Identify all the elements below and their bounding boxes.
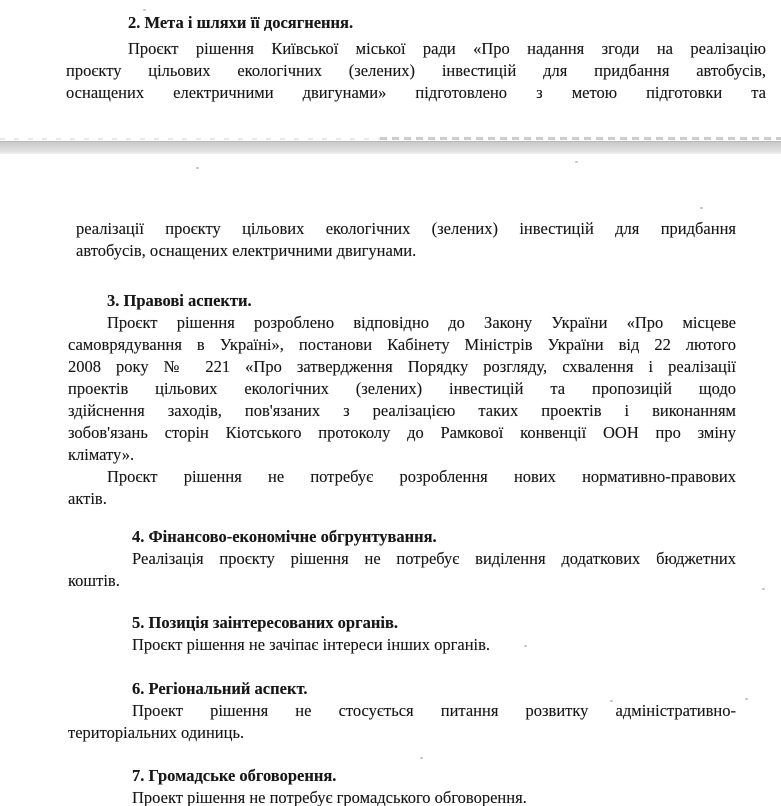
paragraph-line: коштів. <box>68 571 120 590</box>
paragraph-line: територіальних одиниць. <box>68 723 245 742</box>
section-7-heading: 7. Громадське обговорення. <box>132 766 337 785</box>
section-3 <box>68 290 736 510</box>
scan-speck <box>196 167 199 169</box>
paragraph-line: 2008 року № 221 «Про затвердження Порядку розгляду, схвалення і реалізації <box>68 357 736 376</box>
paragraph-line: самоврядування в Україні», постанови Кабінету Міністрів України від 22 лютого <box>68 335 736 354</box>
scan-speck <box>575 161 578 163</box>
paragraph-line: Проєкт рішення розроблено відповідно до Закону України «Про місцеве <box>107 313 736 332</box>
section-4-heading: 4. Фінансово-економічне обгрунтування. <box>132 527 437 546</box>
section-5-heading: 5. Позиція заінтересованих органів. <box>132 613 398 632</box>
section-6-heading: 6. Регіональний аспект. <box>132 679 308 698</box>
paragraph-line: Проект рішення не потребує громадського обговорення. <box>132 788 527 806</box>
paragraph-line: Проєкт рішення не зачіпає інтереси інших органів. <box>132 635 491 654</box>
scan-speck <box>272 257 275 259</box>
section-6-paragraph <box>68 700 736 744</box>
scan-speck <box>524 645 527 647</box>
paragraph-line: зобов'язань сторін Кіотського протоколу до Рамкової конвенції ООН про зміну <box>68 423 736 442</box>
section-2-heading: 2. Мета і шляхи її досягнення. <box>128 13 354 32</box>
paragraph-line: проектів цільових екологічних (зелених) інвестицій та пропозицій щодо <box>68 379 736 398</box>
section-3-paragraph-1 <box>68 312 736 466</box>
paragraph-line: автобусів, оснащених електричними двигунами. <box>76 241 417 260</box>
scan-speck <box>700 207 703 209</box>
scan-speck <box>610 700 613 702</box>
section-4 <box>68 526 736 592</box>
section-7-paragraph <box>68 787 736 806</box>
paragraph-line: Проєкт рішення Київської міської ради «Про надання згоди на реалізацію <box>128 39 766 58</box>
section-2-paragraph-continuation <box>68 218 736 262</box>
section-7 <box>68 765 736 806</box>
scan-speck <box>420 757 423 759</box>
section-6 <box>68 678 736 744</box>
section-3-paragraph-2 <box>68 466 736 510</box>
paragraph-line: оснащених електричними двигунами» підготовлено з метою підготовки та <box>66 83 766 102</box>
scan-edge-noise <box>380 137 781 140</box>
scan-speck <box>762 588 765 590</box>
page-1-content <box>0 0 766 104</box>
paragraph-line: проєкту цільових екологічних (зелених) інвестицій для придбання автобусів, <box>66 61 766 80</box>
paragraph-line: клімату». <box>68 445 135 464</box>
section-2-paragraph <box>66 38 766 104</box>
page-2-content <box>0 154 736 806</box>
paragraph-line: Реалізація проєкту рішення не потребує виділення додаткових бюджетних <box>132 549 736 568</box>
paragraph-line: Проєкт рішення не потребує розроблення нових нормативно-правових <box>107 467 736 486</box>
page-separator <box>0 141 781 154</box>
scan-edge-noise <box>0 138 380 140</box>
paragraph-line: здійснення заходів, пов'язаних з реалізацією таких проектів і виконанням <box>68 401 736 420</box>
scan-speck <box>745 698 748 700</box>
section-5-paragraph <box>68 634 736 656</box>
paragraph-line: актів. <box>68 489 107 508</box>
paragraph-line: Проект рішення не стосується питання розвитку адміністративно- <box>132 701 736 720</box>
document-page-1 <box>0 0 781 141</box>
section-5 <box>68 612 736 656</box>
section-4-paragraph <box>68 548 736 592</box>
paragraph-line: реалізації проєкту цільових екологічних (зелених) інвестицій для придбання <box>76 219 736 238</box>
document-page-2 <box>0 154 781 806</box>
section-3-heading: 3. Правові аспекти. <box>107 291 252 310</box>
scan-speck <box>143 9 146 11</box>
